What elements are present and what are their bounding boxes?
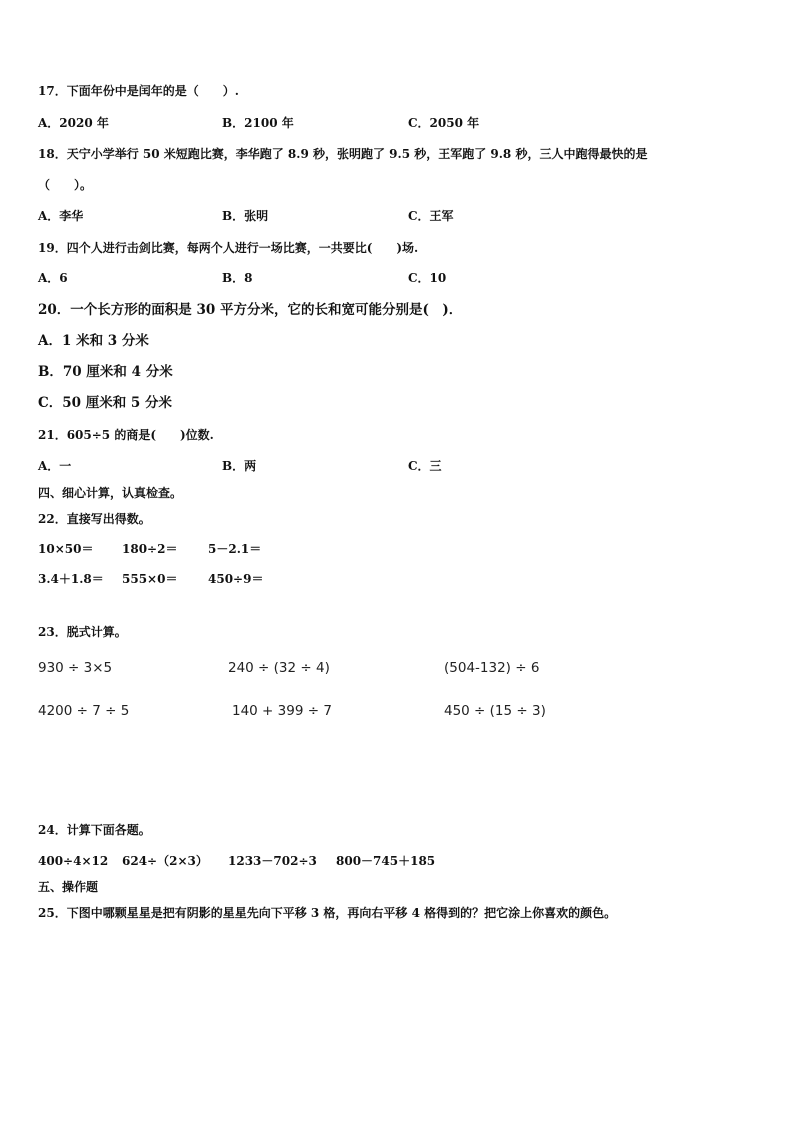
q19-stem: 19．四个人进行击剑比赛，每两个人进行一场比赛，一共要比( )场. [38, 241, 419, 255]
section-four-heading: 四、细心计算，认真检查。 [38, 486, 183, 500]
q18-stem-continued: （ ）。 [38, 178, 93, 192]
q23-expression: 140 + 399 ÷ 7 [232, 703, 332, 719]
q22-item: 555×0＝ [122, 572, 178, 586]
q18-options [38, 208, 758, 224]
q24-stem: 24．计算下面各题。 [38, 823, 151, 837]
q25-stem: 25．下图中哪颗星星是把有阴影的星星先向下平移 3 格，再向右平移 4 格得到的？把它涂上你喜欢的颜色。 [38, 906, 617, 920]
q24-item: 800－745＋185 [336, 854, 436, 868]
q22-stem: 22．直接写出得数。 [38, 512, 151, 526]
q18-option-b[interactable]: B．张明 [222, 209, 269, 223]
q20-option-a[interactable]: A．1 米和 3 分米 [38, 333, 149, 349]
q21-option-b[interactable]: B．两 [222, 459, 257, 473]
q17-option-b[interactable]: B．2100 年 [222, 116, 294, 130]
q18-option-c[interactable]: C．王军 [408, 209, 454, 223]
q19-option-a[interactable]: A．6 [38, 271, 68, 285]
q18-stem: 18．天宁小学举行 50 米短跑比赛，李华跑了 8.9 秒，张明跑了 9.5 秒，王军跑了 9.8 秒，三人中跑得最快的是 [38, 147, 648, 161]
q23-expression: (504-132) ÷ 6 [444, 660, 540, 676]
q22-row-1 [38, 541, 338, 557]
q22-item: 180÷2＝ [122, 542, 178, 556]
q17-option-c[interactable]: C．2050 年 [408, 116, 480, 130]
q17-options [38, 115, 758, 131]
q20-option-b[interactable]: B．70 厘米和 4 分米 [38, 364, 173, 380]
section-five-heading: 五、操作题 [38, 880, 99, 894]
q23-expression: 450 ÷ (15 ÷ 3) [444, 703, 546, 719]
q24-item: 1233－702÷3 [228, 854, 317, 868]
q18-option-a[interactable]: A．李华 [38, 209, 84, 223]
q24-item: 624÷（2×3） [122, 854, 208, 868]
q21-options [38, 458, 758, 474]
q20-stem: 20．一个长方形的面积是 30 平方分米，它的长和宽可能分别是( )． [38, 302, 463, 318]
q20-option-c[interactable]: C．50 厘米和 5 分米 [38, 395, 173, 411]
q24-row [38, 853, 458, 869]
q23-expression: 4200 ÷ 7 ÷ 5 [38, 703, 130, 719]
q22-item: 5－2.1＝ [208, 542, 262, 556]
q19-option-b[interactable]: B．8 [222, 271, 253, 285]
q17-stem: 17．下面年份中是闰年的是（ ）. [38, 84, 239, 98]
q22-row-2 [38, 571, 338, 587]
q23-expression: 240 ÷ (32 ÷ 4) [228, 660, 330, 676]
q21-option-a[interactable]: A．一 [38, 459, 72, 473]
q22-item: 450÷9＝ [208, 572, 264, 586]
q19-option-c[interactable]: C．10 [408, 271, 447, 285]
q21-option-c[interactable]: C．三 [408, 459, 442, 473]
q17-option-a[interactable]: A．2020 年 [38, 116, 109, 130]
q23-stem: 23．脱式计算。 [38, 625, 127, 639]
q22-item: 10×50＝ [38, 542, 94, 556]
q21-stem: 21．605÷5 的商是( )位数. [38, 428, 214, 442]
q22-item: 3.4＋1.8＝ [38, 572, 104, 586]
q19-options [38, 270, 758, 286]
q23-expression: 930 ÷ 3×5 [38, 660, 113, 676]
q24-item: 400÷4×12 [38, 854, 109, 868]
